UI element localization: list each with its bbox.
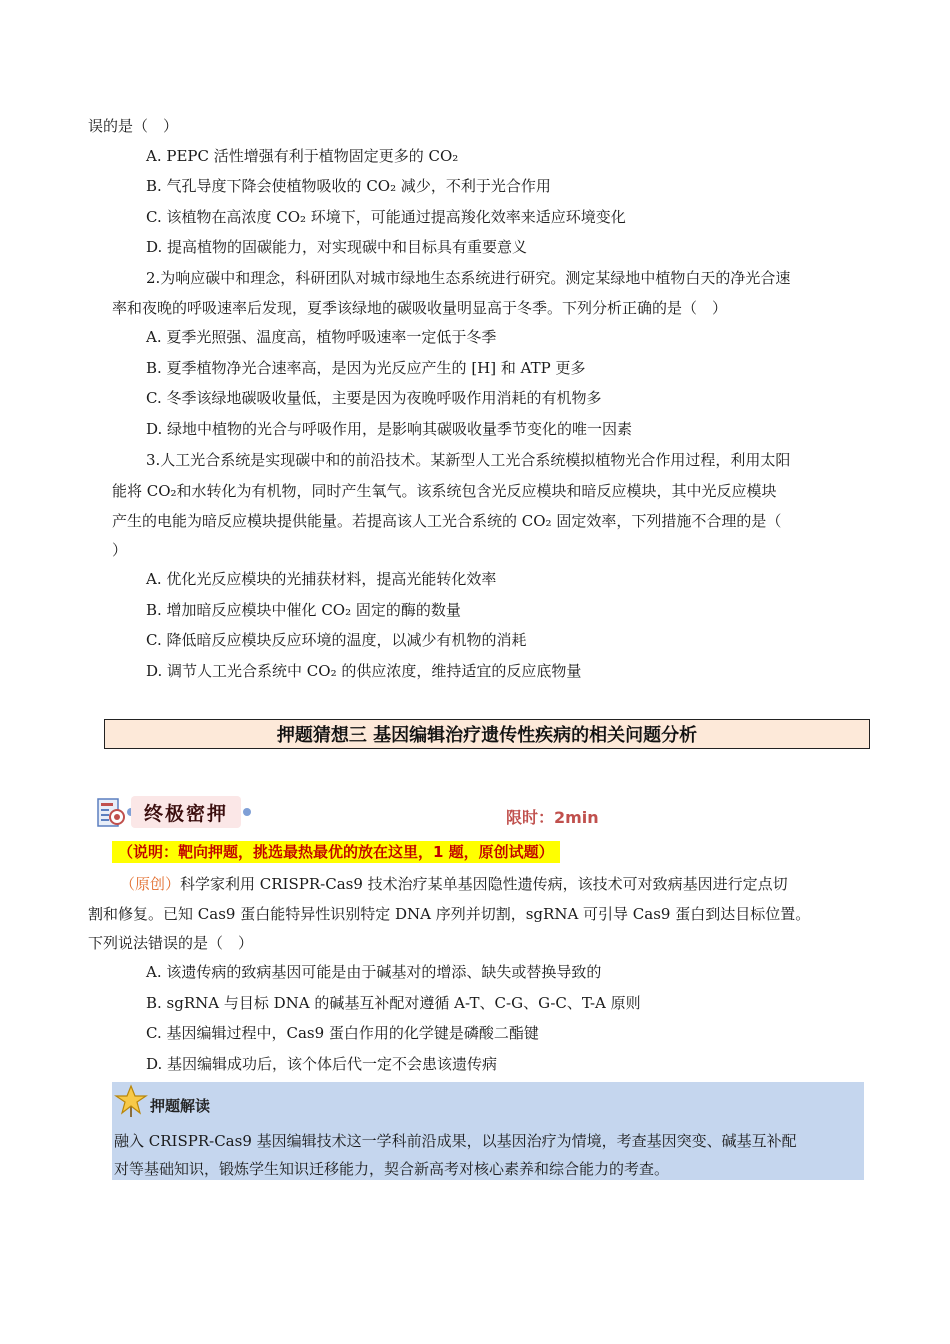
q4-stem-line1-text: 科学家利用 CRISPR-Cas9 技术治疗某单基因隐性遗传病，该技术可对致病基因进行定点切 xyxy=(180,875,788,893)
analysis-line1: 融入 CRISPR-Cas9 基因编辑技术这一学科前沿成果，以基因治疗为情境，考查基因突变、碱基互补配 xyxy=(114,1132,797,1150)
q3-option-d: D. 调节人工光合系统中 CO₂ 的供应浓度，维持适宜的反应底物量 xyxy=(146,662,582,680)
q4-stem-line3: 下列说法错误的是（ ） xyxy=(88,934,254,952)
q2-option-c: C. 冬季该绿地碳吸收量低，主要是因为夜晚呼吸作用消耗的有机物多 xyxy=(146,389,602,407)
star-icon xyxy=(114,1084,148,1118)
q3-option-c: C. 降低暗反应模块反应环境的温度，以减少有机物的消耗 xyxy=(146,631,527,649)
q2-stem-line2: 率和夜晚的呼吸速率后发现，夏季该绿地的碳吸收量明显高于冬季。下列分析正确的是（ ） xyxy=(112,299,728,317)
q4-option-d: D. 基因编辑成功后，该个体后代一定不会患该遗传病 xyxy=(146,1055,498,1073)
section-title-box xyxy=(104,719,870,749)
original-tag: （原创） xyxy=(120,875,181,893)
q2-option-d: D. 绿地中植物的光合与呼吸作用，是影响其碳吸收量季节变化的唯一因素 xyxy=(146,420,633,438)
q3-stem-line2: 能将 CO₂和水转化为有机物，同时产生氧气。该系统包含光反应模块和暗反应模块，其中光反应模块 xyxy=(112,482,777,500)
q1-option-d: D. 提高植物的固碳能力，对实现碳中和目标具有重要意义 xyxy=(146,238,528,256)
q3-option-b: B. 增加暗反应模块中催化 CO₂ 固定的酶的数量 xyxy=(146,601,461,619)
analysis-line2: 对等基础知识，锻炼学生知识迁移能力，契合新高考对核心素养和综合能力的考查。 xyxy=(114,1160,670,1178)
document-target-icon xyxy=(97,798,125,828)
q3-stem-line1: 3.人工光合系统是实现碳中和的前沿技术。某新型人工光合系统模拟植物光合作用过程，利用太阳 xyxy=(146,451,791,469)
q1-option-b: B. 气孔导度下降会使植物吸收的 CO₂ 减少，不利于光合作用 xyxy=(146,177,551,195)
q3-stem-line3: 产生的电能为暗反应模块提供能量。若提高该人工光合系统的 CO₂ 固定效率，下列措施不合理的是（ xyxy=(112,512,782,530)
q2-option-b: B. 夏季植物净光合速率高，是因为光反应产生的 [H] 和 ATP 更多 xyxy=(146,359,586,377)
q2-option-a: A. 夏季光照强、温度高，植物呼吸速率一定低于冬季 xyxy=(146,328,497,346)
q4-option-a: A. 该遗传病的致病基因可能是由于碱基对的增添、缺失或替换导致的 xyxy=(146,963,602,981)
q4-stem-line2: 割和修复。已知 Cas9 蛋白能特异性识别特定 DNA 序列并切割，sgRNA 可引导 Cas9 蛋白到达目标位置。 xyxy=(88,905,811,923)
final-prediction-badge xyxy=(95,794,255,832)
badge-title: 终极密押 xyxy=(131,796,241,828)
section-title: 押题猜想三 基因编辑治疗遗传性疾病的相关问题分析 xyxy=(276,725,698,746)
q1-tail: 误的是（ ） xyxy=(88,117,179,135)
q1-option-c: C. 该植物在高浓度 CO₂ 环境下，可能通过提高羧化效率来适应环境变化 xyxy=(146,208,626,226)
time-limit: 限时：2min xyxy=(506,808,599,827)
q1-option-a: A. PEPC 活性增强有利于植物固定更多的 CO₂ xyxy=(146,147,459,165)
q4-option-b: B. sgRNA 与目标 DNA 的碱基互补配对遵循 A-T、C-G、G-C、T-A 原则 xyxy=(146,994,641,1012)
q3-stem-line4: ） xyxy=(112,541,128,559)
q2-stem-line1: 2.为响应碳中和理念，科研团队对城市绿地生态系统进行研究。测定某绿地中植物白天的净光合速 xyxy=(146,269,791,287)
badge-dot-right xyxy=(243,808,251,816)
q3-option-a: A. 优化光反应模块的光捕获材料，提高光能转化效率 xyxy=(146,570,497,588)
explanation-note: （说明：靶向押题，挑选最热最优的放在这里，1 题，原创试题） xyxy=(112,841,560,863)
q4-stem-line1 xyxy=(120,874,788,894)
analysis-heading: 押题解读 xyxy=(150,1097,211,1115)
q4-option-c: C. 基因编辑过程中，Cas9 蛋白作用的化学键是磷酸二酯键 xyxy=(146,1024,539,1042)
analysis-box xyxy=(112,1082,864,1180)
